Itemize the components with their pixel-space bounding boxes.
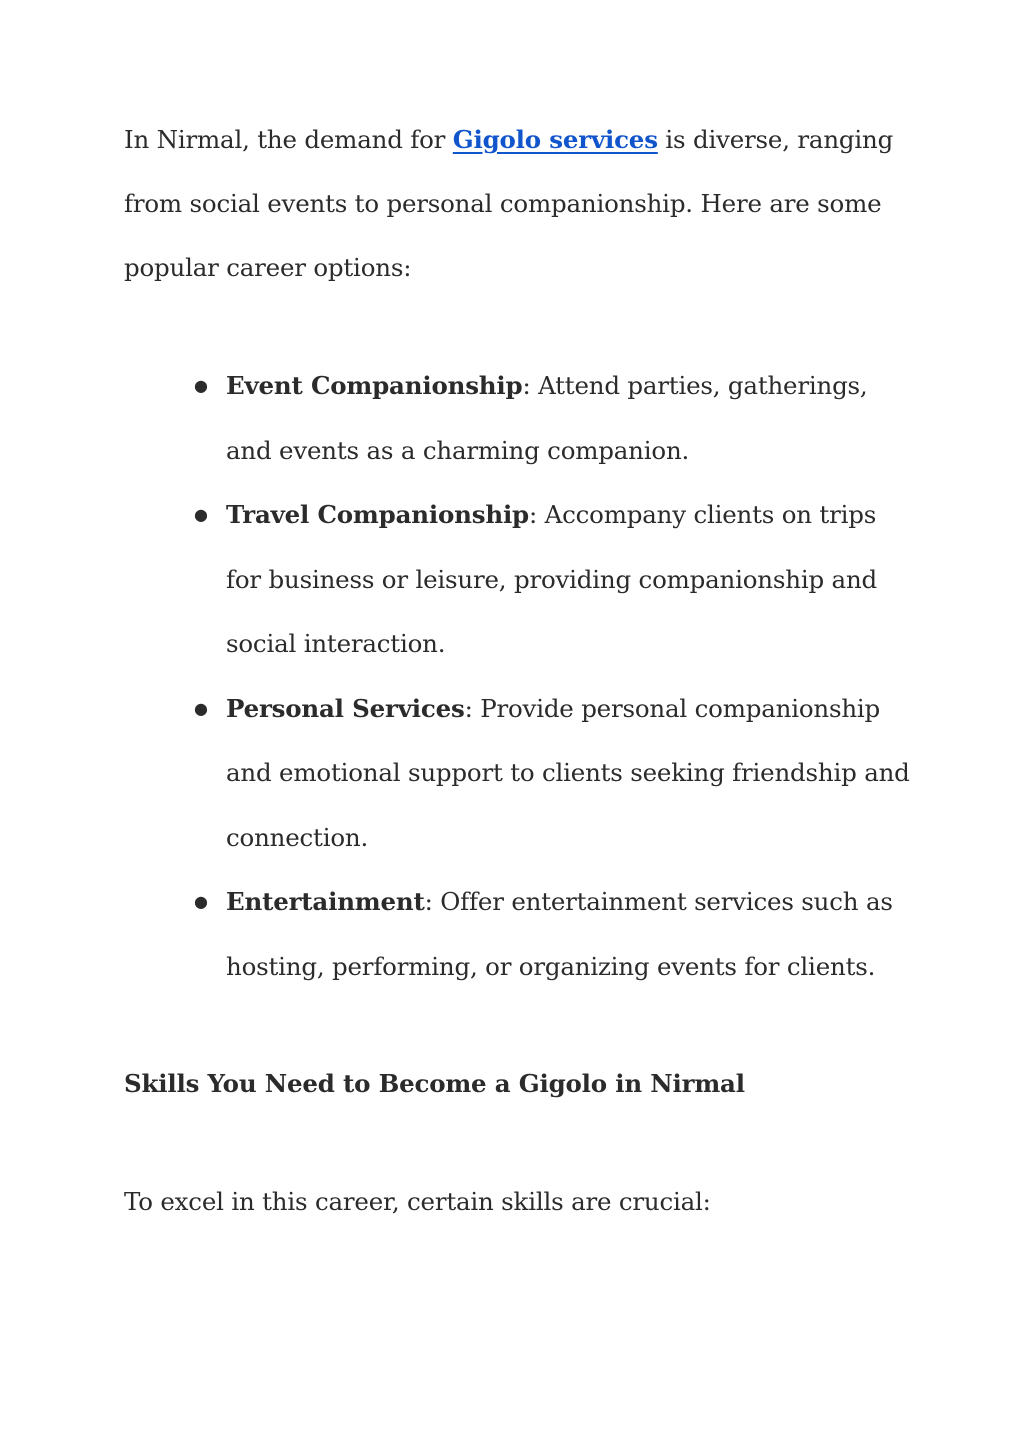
option-term: Entertainment [226, 887, 425, 916]
option-description: : Accompany clients on trips for business or leisure, providing companionship and social interaction. [226, 500, 878, 658]
skills-intro-paragraph: To excel in this career, certain skills are crucial: [124, 1187, 711, 1216]
skills-heading: Skills You Need to Become a Gigolo in Nirmal [124, 1069, 745, 1098]
option-description: : Offer entertainment services such as hosting, performing, or organizing events for clients. [226, 887, 893, 981]
document-page [124, 108, 914, 1216]
option-description: : Attend parties, gatherings, and events as a charming companion. [226, 371, 868, 465]
bullet-icon: ● [194, 698, 208, 718]
list-item [194, 483, 916, 677]
option-term: Personal Services [226, 693, 465, 723]
option-term: Travel Companionship [226, 500, 529, 529]
option-term: Event Companionship [226, 371, 523, 400]
bullet-icon: ● [194, 892, 208, 911]
list-item [194, 870, 916, 999]
list-item [194, 677, 916, 871]
gigolo-services-link[interactable]: Gigolo services [452, 125, 658, 154]
list-item [194, 354, 916, 483]
career-options-list [194, 354, 916, 999]
intro-text-before: In Nirmal, the demand for [124, 125, 453, 154]
intro-text-after: is diverse, ranging from social events to personal companionship. Here are some popular career options: [124, 125, 894, 282]
bullet-icon: ● [194, 376, 208, 395]
intro-paragraph [124, 108, 914, 300]
option-description: : Provide personal companionship and emotional support to clients seeking friendship and connection. [226, 693, 910, 852]
bullet-icon: ● [194, 505, 208, 524]
